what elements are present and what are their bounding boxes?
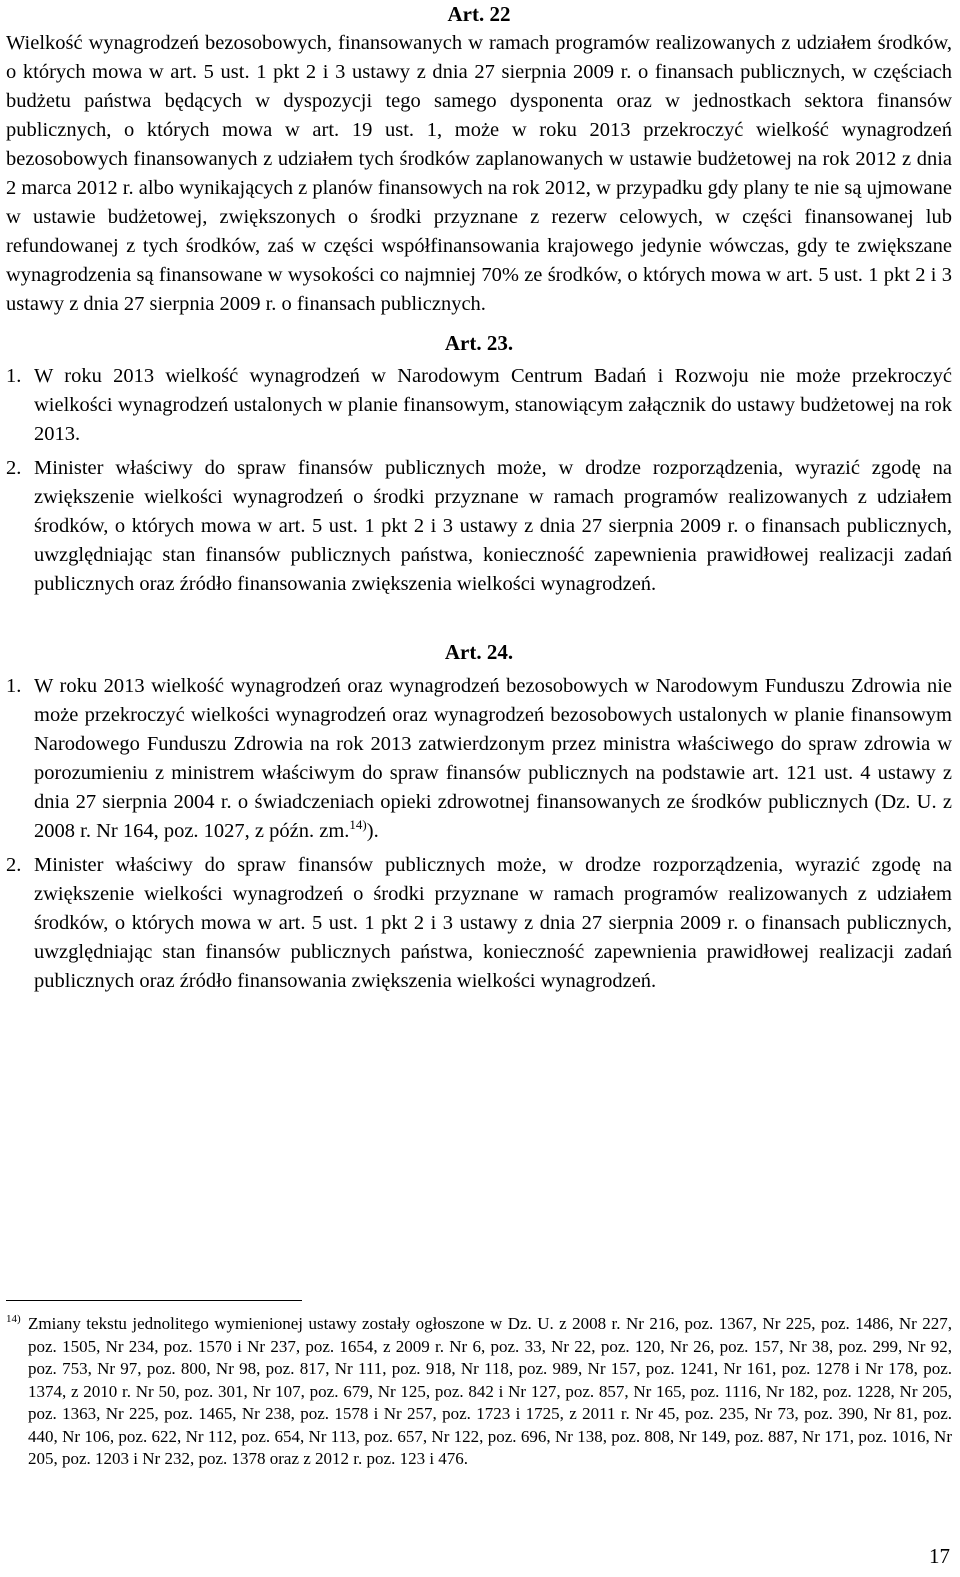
- art24-item-1-text-end: ).: [366, 820, 379, 842]
- art24-item-2-number: 2.: [6, 854, 22, 876]
- art24-item-2: [6, 851, 952, 996]
- footnote-text: Zmiany tekstu jednolitego wymienionej ustawy zostały ogłoszone w Dz. U. z 2008 r. Nr 216, poz. 1367, Nr 225, poz. 1486, Nr 227, poz. 1505, Nr 234, poz. 1570 i Nr 237, poz. 1654, z 2009 r. Nr 6, poz. 33, Nr 22, poz. 120, Nr 26, poz. 157, Nr 38, poz. 299, Nr 92, poz. 753, Nr 97, poz. 800, Nr 98, poz. 817, Nr 111, poz. 918, Nr 118, poz. 989, Nr 157, poz. 1241, Nr 161, poz. 1278 i Nr 178, poz. 1374, z 2010 r. Nr 50, poz. 301, Nr 107, poz. 679, Nr 125, poz. 842 i Nr 127, poz. 857, Nr 165, poz. 1116, Nr 182, poz. 1228, Nr 205, poz. 1363, Nr 225, poz. 1465, Nr 238, poz. 1578 i Nr 257, poz. 1723 i 1725, z 2011 r. Nr 45, poz. 235, Nr 73, poz. 390, Nr 81, poz. 440, Nr 106, poz. 622, Nr 112, poz. 654, Nr 113, poz. 657, Nr 122, poz. 696, Nr 138, poz. 808, Nr 149, poz. 887, Nr 171, poz. 1016, Nr 205, poz. 1203 i Nr 232, poz. 1378 oraz z 2012 r. poz. 123 i 476.: [28, 1314, 952, 1468]
- art23-item-2-text: Minister właściwy do spraw finansów publicznych może, w drodze rozporządzenia, wyrazić zgodę na zwiększenie wielkości wynagrodzeń o środki przyznane w ramach programów realizowanych z udziałem środków, o których mowa w art. 5 ust. 1 pkt 2 i 3 ustawy z dnia 27 sierpnia 2009 r. o finansach publicznych, uwzględniając stan finansów publicznych państwa, konieczność zapewnienia prawidłowej realizacji zadań publicznych oraz źródło finansowania zwiększenia wielkości wynagrodzeń.: [34, 457, 952, 595]
- art24-item-1-text: [34, 672, 952, 846]
- art22-heading: Art. 22: [447, 2, 511, 26]
- footnote-mark: [6, 1313, 28, 1471]
- art23-item-2: [6, 454, 952, 599]
- document-page: [6, 0, 952, 1468]
- art22-text: Wielkość wynagrodzeń bezosobowych, finansowanych w ramach programów realizowanych z udziałem środków, o których mowa w art. 5 ust. 1 pkt 2 i 3 ustawy z dnia 27 sierpnia 2009 r. o finansach publicznych, w częściach budżetu państwa będących w dyspozycji tego samego dysponenta oraz w jednostkach sektora finansów publicznych, o których mowa w art. 19 ust. 1, może w roku 2013 przekroczyć wielkość wynagrodzeń bezosobowych finansowanych z udziałem tych środków zaplanowanych w ustawie budżetowej na rok 2012 z dnia 2 marca 2012 r. albo wynikających z planów finansowych na rok 2012, w przypadku gdy plany te nie są ujmowane w ustawie budżetowej, zwiększonych o środki przyznane z rezerw celowych, w części finansowanej lub refundowanej z tych środków, zaś w części współfinansowania krajowego jedynie wówczas, gdy te zwiększane wynagrodzenia są finansowane w wysokości co najmniej 70% ze środków, o których mowa w art. 5 ust. 1 pkt 2 i 3 ustawy z dnia 27 sierpnia 2009 r. o finansach publicznych.: [6, 32, 952, 315]
- art24-item-1-number: 1.: [6, 675, 22, 697]
- art24-item-1-text-main: W roku 2013 wielkość wynagrodzeń oraz wynagrodzeń bezosobowych w Narodowym Funduszu Zdrowia nie może przekroczyć wielkości wynagrodzeń oraz wynagrodzeń bezosobowych ustalonych w planie finansowym Narodowego Funduszu Zdrowia na rok 2013 zatwierdzonym przez ministra właściwego do spraw zdrowia w porozumieniu z ministrem właściwym do spraw finansów publicznych na podstawie art. 121 ust. 4 ustawy z dnia 27 sierpnia 2004 r. o świadczeniach opieki zdrowotnej finansowanych ze środków publicznych (Dz. U. z 2008 r. Nr 164, poz. 1027, z późn. zm.: [34, 675, 952, 842]
- footnote: [6, 1313, 952, 1471]
- page-number: 17: [929, 1544, 950, 1568]
- art24-heading: Art. 24.: [444, 640, 514, 664]
- art24-item-1: [6, 672, 952, 846]
- footnote-reference[interactable]: 14): [349, 817, 367, 832]
- art23-heading: Art. 23.: [444, 331, 514, 355]
- art23-item-1-number: 1.: [6, 365, 22, 387]
- footnote-mark-label: 14): [6, 1313, 21, 1325]
- footnote-separator: [6, 1300, 302, 1301]
- art23-item-2-number: 2.: [6, 457, 22, 479]
- art24-item-2-text: Minister właściwy do spraw finansów publicznych może, w drodze rozporządzenia, wyrazić zgodę na zwiększenie wielkości wynagrodzeń o środki przyznane w ramach programów realizowanych z udziałem środków, o których mowa w art. 5 ust. 1 pkt 2 i 3 ustawy z dnia 27 sierpnia 2009 r. o finansach publicznych, uwzględniając stan finansów publicznych państwa, konieczność zapewnienia prawidłowej realizacji zadań publicznych oraz źródło finansowania zwiększenia wielkości wynagrodzeń.: [34, 854, 952, 992]
- art23-item-1-text: W roku 2013 wielkość wynagrodzeń w Narodowym Centrum Badań i Rozwoju nie może przekroczyć wielkości wynagrodzeń ustalonych w planie finansowym, stanowiącym załącznik do ustawy budżetowej na rok 2013.: [34, 365, 952, 445]
- art23-item-1: [6, 362, 952, 449]
